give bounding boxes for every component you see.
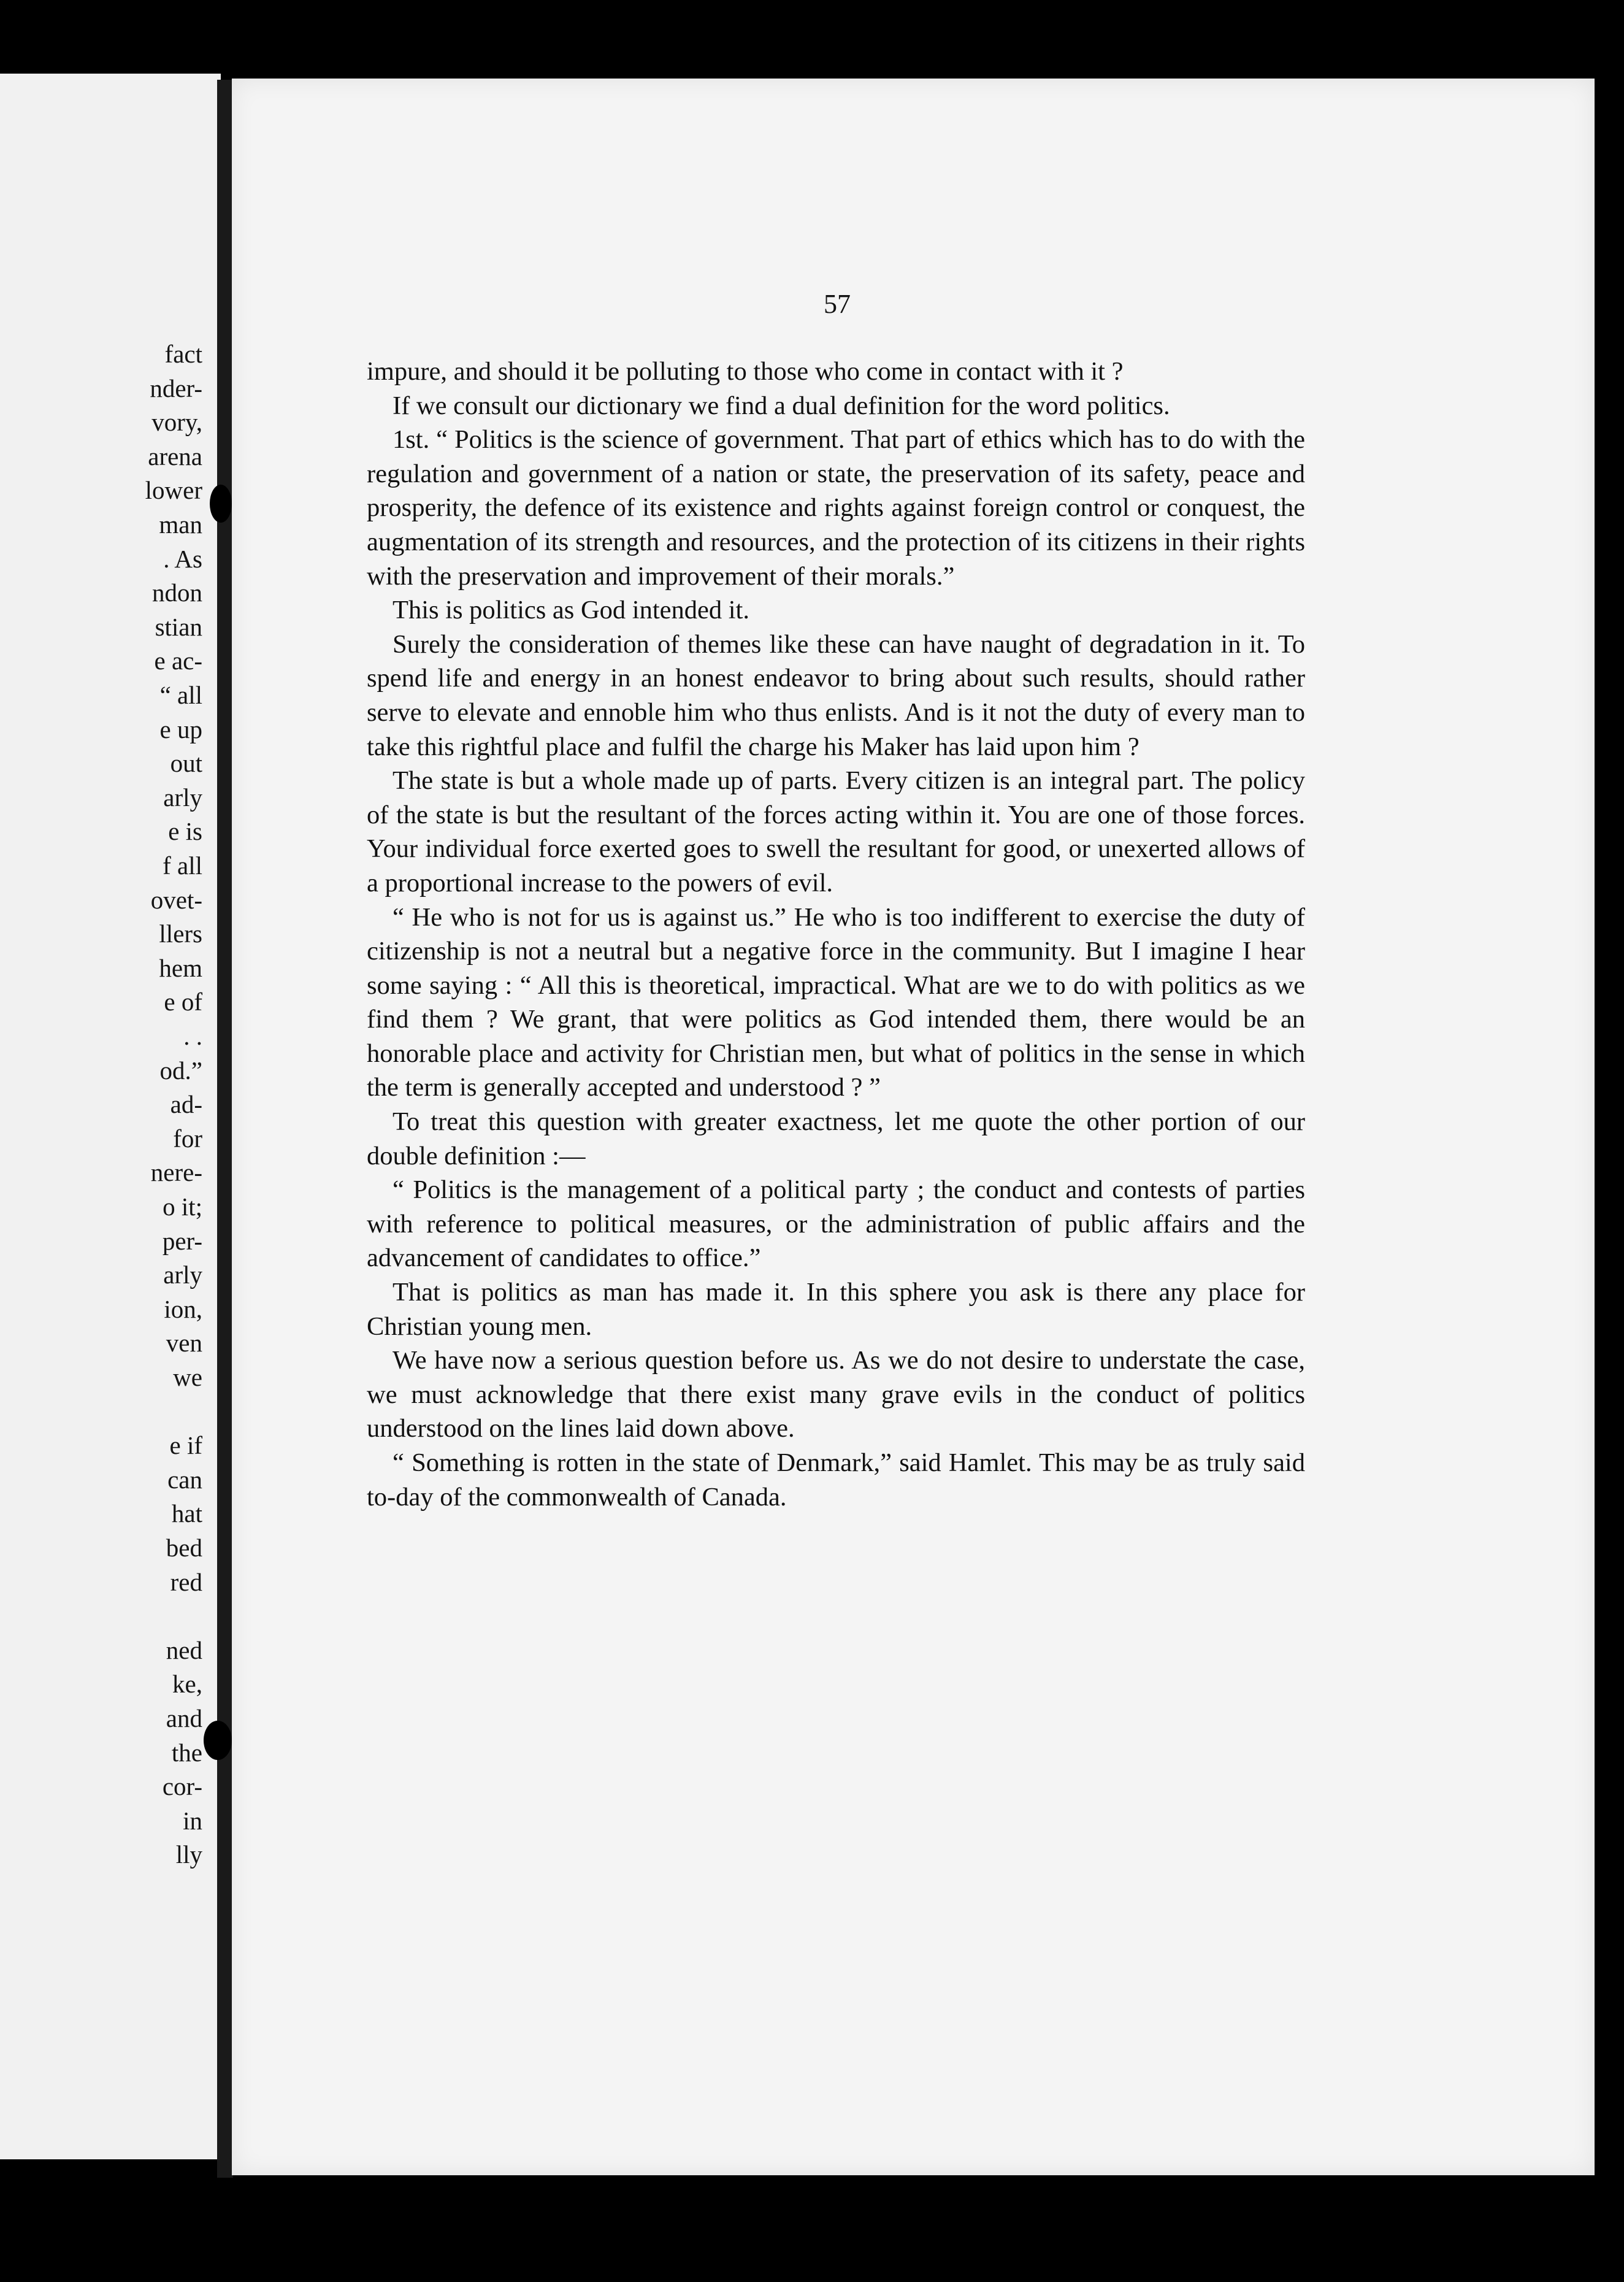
left-page-fragment: hem [159,953,202,982]
left-facing-page [0,74,221,2159]
left-page-fragment: ion, [164,1294,202,1323]
left-page-fragment: arly [163,783,202,812]
left-page-fragment: hat [171,1499,202,1528]
binding-knot-lower [204,1721,232,1760]
left-page-fragment: ned [166,1635,202,1664]
left-page-fragment: out [170,749,202,778]
left-page-fragment: fact [164,340,202,368]
left-page-fragment: arly [163,1261,202,1289]
paragraph: We have now a serious question before us. As we do not desire to understate the case, we must acknowledge that there exist many grave evils in the conduct of politics understood on the lines laid down above. [367,1346,1305,1443]
left-page-fragment: e ac- [154,647,202,675]
paragraph: This is politics as God intended it. [393,596,749,625]
left-page-fragment: the [171,1738,202,1767]
left-page-fragment: f all [163,851,202,880]
left-page-fragment: ndon [152,578,202,607]
left-page-fragment: cor- [162,1772,202,1801]
left-page-fragment: lower [145,476,202,505]
left-page-fragment: nder- [150,374,202,402]
left-page-fragment: nere- [150,1158,202,1187]
left-page-fragment: llers [159,920,202,948]
left-page-fragment: od.” [159,1056,202,1085]
binding-knot-upper [210,485,232,523]
left-page-fragment: man [159,510,202,539]
paragraph: Surely the consideration of themes like these can have naught of degradation in it. To spend life and energy in an honest endeavor to bring about such results, should rather serve to elevate and ennoble him who thus enlists. And is it not the duty of every man to take this rightful place and fulfil the charge his Maker has laid upon him ? [367,629,1305,761]
left-page-fragment: we [173,1363,202,1391]
book-spine [217,80,233,2178]
left-page-fragment: ke, [172,1670,202,1699]
left-page-fragment: lly [175,1840,202,1869]
left-page-fragment: . . [183,1022,202,1050]
left-page-fragment: “ all [159,681,202,709]
paragraph: If we consult our dictionary we find a dual definition for the word politics. [393,391,1170,420]
left-page-fragment: e if [169,1431,202,1460]
left-page-fragment: ad- [170,1090,202,1119]
left-page-fragment: bed [166,1534,202,1562]
left-page-fragment: o it; [163,1193,202,1221]
left-page-fragment: arena [148,442,202,471]
page-body [367,355,1305,1514]
left-page-fragment: can [167,1465,202,1494]
left-page-fragment: per- [162,1226,202,1255]
left-page-fragment: and [166,1704,202,1732]
left-page-fragment: stian [155,612,202,641]
page-number-text: 57 [824,289,851,319]
left-page-fragment: . As [163,544,202,573]
left-page-fragment: ovet- [150,885,202,914]
left-page-fragment: e is [168,817,202,846]
left-page-fragment: in [183,1806,202,1835]
left-page-fragment: e up [159,715,202,743]
paragraph: “ He who is not for us is against us.” He who is too indifferent to exercise the duty of citizenship is not a neutral but a negative force in the community. But I imagine I hear some saying : “ All this is theoretical, impractical. What are we to do with politics as we find them ? We grant, that were politics as God intended them, there would be an honorable place and activity for Christian men, but what of politics in the sense in which the term is generally accepted and understood ? ” [367,902,1305,1102]
paragraph: “ Politics is the management of a political party ; the conduct and contests of parties with reference to political measures, or the administration of public affairs and the advancement of candidates to office.” [367,1175,1305,1273]
paragraph: impure, and should it be polluting to those who come in contact with it ? [367,357,1124,386]
left-page-fragment: ven [166,1329,202,1358]
paragraph: The state is but a whole made up of parts. Every citizen is an integral part. The policy of the state is but the resultant of the forces acting within it. You are one of those forces. Your individual force exerted goes to swell the resultant for good, or unexerted allows of a proportional increase to the powers of evil. [367,766,1305,897]
paragraph: That is politics as man has made it. In this sphere you ask is there any place for Christian young men. [367,1278,1305,1341]
left-page-fragment: red [170,1567,202,1596]
left-page-fragment: vory, [151,408,202,437]
paragraph: 1st. “ Politics is the science of government. That part of ethics which has to do with the regulation and government of a nation or state, the preservation of its safety, peace and prosperity, the defence of its existence and rights against foreign control or conquest, the augmentation of its strength and resources, and the protection of its citizens in their rights with the preservation and improvement of their morals.” [367,425,1305,591]
paragraph: “ Something is rotten in the state of Denmark,” said Hamlet. This may be as truly said to-day of the commonwealth of Canada. [367,1448,1305,1512]
left-page-fragment: e of [164,988,202,1016]
paragraph: To treat this question with greater exactness, let me quote the other portion of our double definition :— [367,1107,1305,1170]
left-page-fragment: for [173,1124,202,1153]
